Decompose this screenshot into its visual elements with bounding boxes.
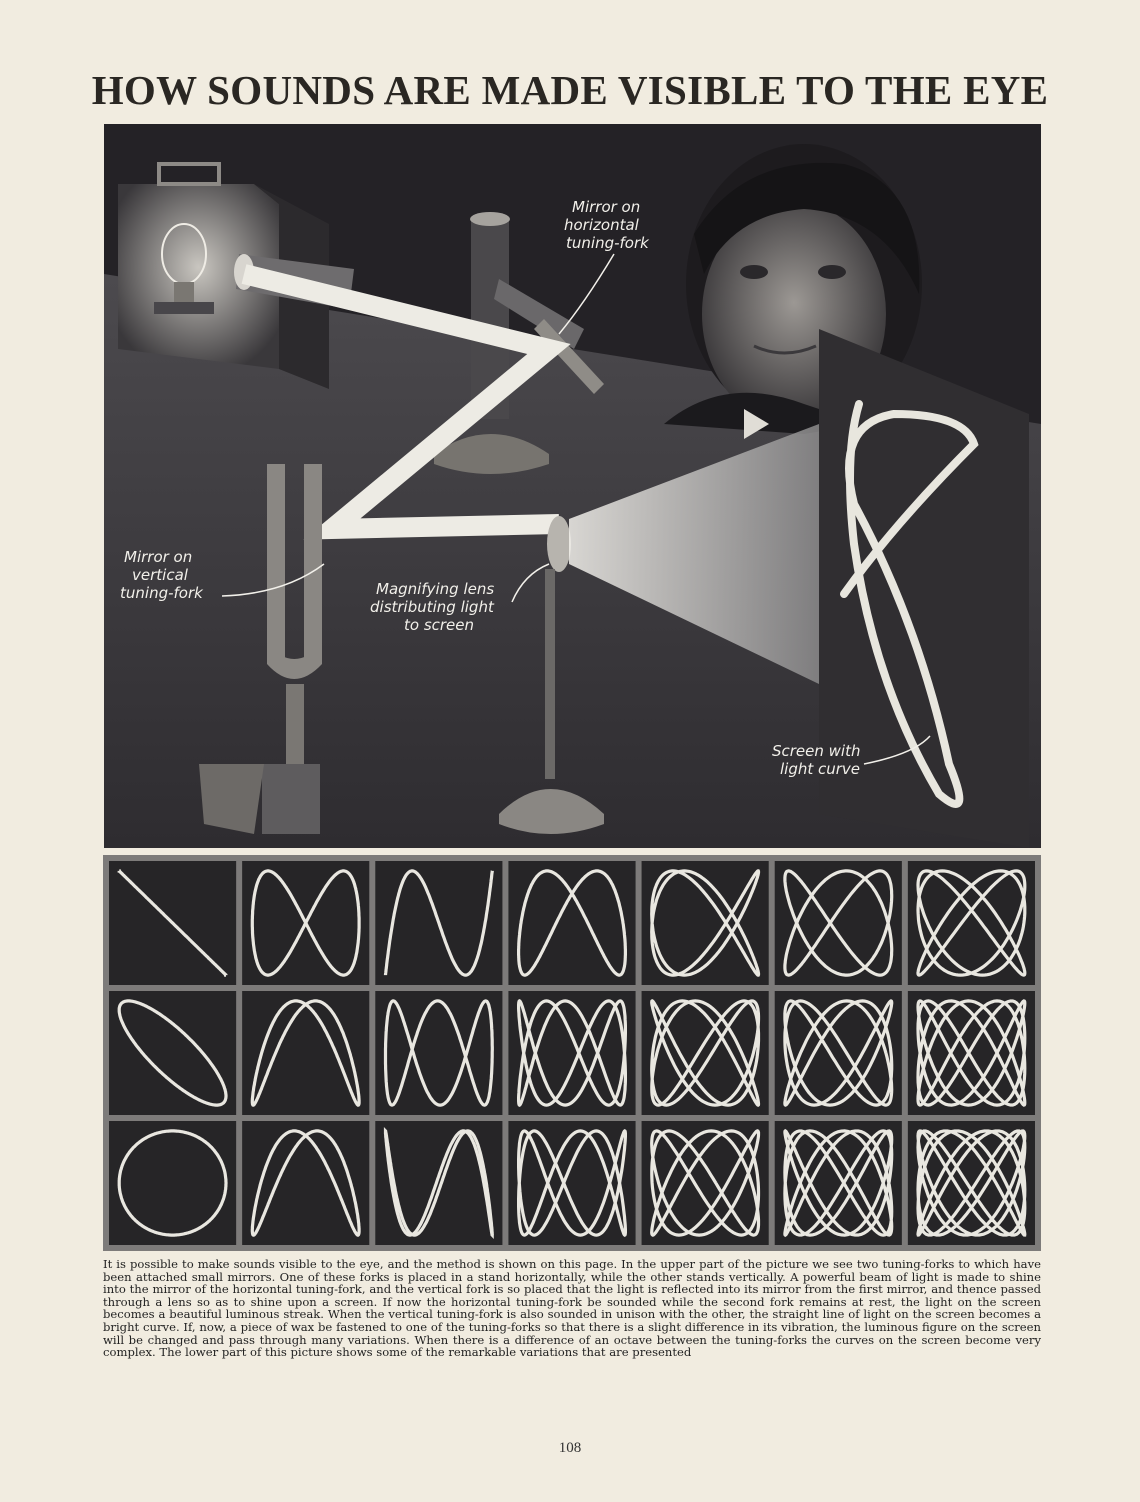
svg-text:light curve: light curve [780,760,861,778]
figure-cell [508,861,635,985]
svg-text:Mirror on: Mirror on [124,548,193,566]
page-number: 108 [558,1440,582,1456]
figure-cell [642,991,769,1115]
svg-text:Magnifying lens: Magnifying lens [376,580,495,598]
svg-text:horizontal: horizontal [564,216,639,234]
svg-text:tuning-fork: tuning-fork [566,234,649,252]
figure-cell [775,861,902,985]
figure-cell [375,991,502,1115]
svg-text:tuning-fork: tuning-fork [120,584,203,602]
figure-cell [109,991,236,1115]
svg-text:to screen: to screen [404,616,475,634]
page-title: HOW SOUNDS ARE MADE VISIBLE TO THE EYE [91,67,1049,113]
figure-cell [775,991,902,1115]
lissajous-figure-grid [103,855,1041,1251]
svg-text:vertical: vertical [132,566,188,584]
figure-cell [109,1121,236,1245]
experiment-illustration [104,124,1041,848]
svg-text:distributing light: distributing light [370,598,494,616]
body-paragraph: It is possible to make sounds visible to the eye, and the method is shown on this page. In the upper part of the picture we see two tuning-forks to which have been attached small mirrors. One of these forks is placed in a stand horizontally, while the other stands vertically. A powerful beam of light is made to shine into the mirror of the horizontal tuning-fork, and the vertical fork is so placed that the light is reflected into its mirror from the first mirror, and thence passed through a lens so as to shine upon a screen. If now the horizontal tuning-fork be sounded while the second fork remains at rest, the light on the screen becomes a beautiful luminous streak. When the vertical tuning-fork is also sounded in unison with the other, the straight line of light on the screen becomes a bright curve. If, now, a piece of wax be fastened to one of the tuning-forks so that there is a slight difference in its vibration, the luminous figure on the screen will be changed and pass through many variations. When there is a difference of an octave between the tuning-forks the curves on the screen become very complex. The lower part of this picture shows some of the remarkable variations that are presented [103,1257,1041,1360]
callout-horizontal-mirror [559,198,650,334]
svg-text:Screen with: Screen with [772,742,861,760]
svg-text:Mirror on: Mirror on [572,198,641,216]
